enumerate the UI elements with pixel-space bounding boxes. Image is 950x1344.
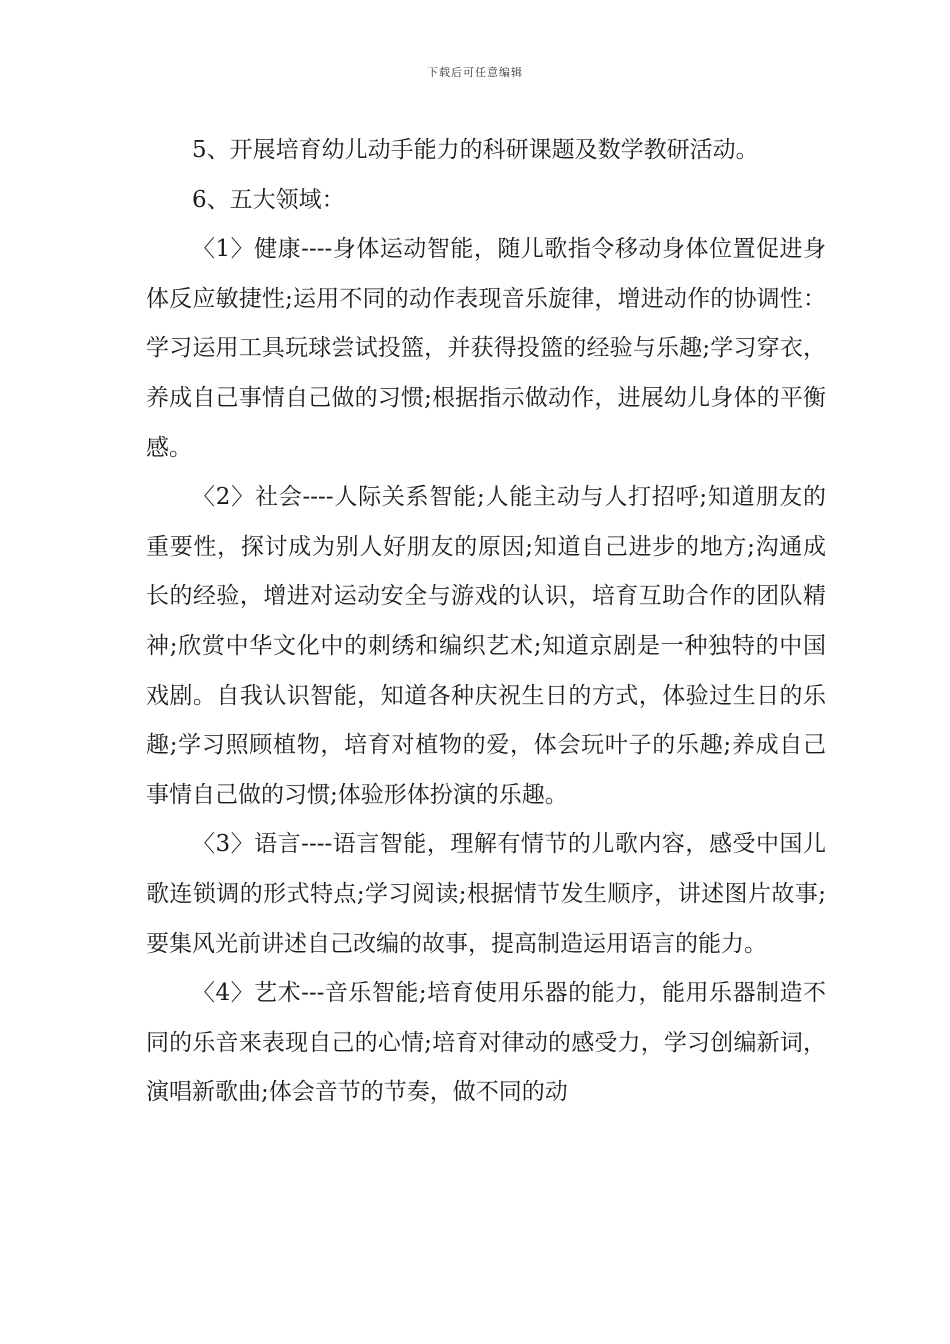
paragraph-social: 〈2〉社会----人际关系智能;人能主动与人打招呼;知道朋友的重要性，探讨成为别人好朋友的原因;知道自己进步的地方;沟通成长的经验，增进对运动安全与游戏的认识，培育互助合作的团队精神;欣赏中华文化中的刺绣和编织艺术;知道京剧是一种独特的中国戏剧。自我认识智能，知道各种庆祝生日的方式，体验过生日的乐趣;学习照顾植物，培育对植物的爱，体会玩叶子的乐趣;养成自己事情自己做的习惯;体验形体扮演的乐趣。 (146, 484, 826, 808)
paragraph-art: 〈4〉艺术---音乐智能;培育使用乐器的能力，能用乐器制造不同的乐音来表现自己的心情;培育对律动的感受力，学习创编新词，演唱新歌曲;体会音节的节奏，做不同的动 (146, 980, 826, 1106)
page-header: 下载后可任意编辑 (427, 66, 523, 79)
document-body (146, 126, 826, 1118)
paragraph-language: 〈3〉语言----语言智能，理解有情节的儿歌内容，感受中国儿歌连锁调的形式特点;学习阅读;根据情节发生顺序，讲述图片故事;要集风光前讲述自己改编的故事，提高制造运用语言的能力。 (146, 831, 826, 957)
paragraph-item-5: 5、开展培育幼儿动手能力的科研课题及数学教研活动。 (192, 137, 759, 163)
paragraph-health: 〈1〉健康----身体运动智能，随儿歌指令移动身体位置促进身体反应敏捷性;运用不同的动作表现音乐旋律，增进动作的协调性：学习运用工具玩球尝试投篮，并获得投篮的经验与乐趣;学习穿衣，养成自己事情自己做的习惯;根据指示做动作，进展幼儿身体的平衡感。 (146, 236, 826, 461)
paragraph-item-6: 6、五大领域： (192, 186, 345, 213)
